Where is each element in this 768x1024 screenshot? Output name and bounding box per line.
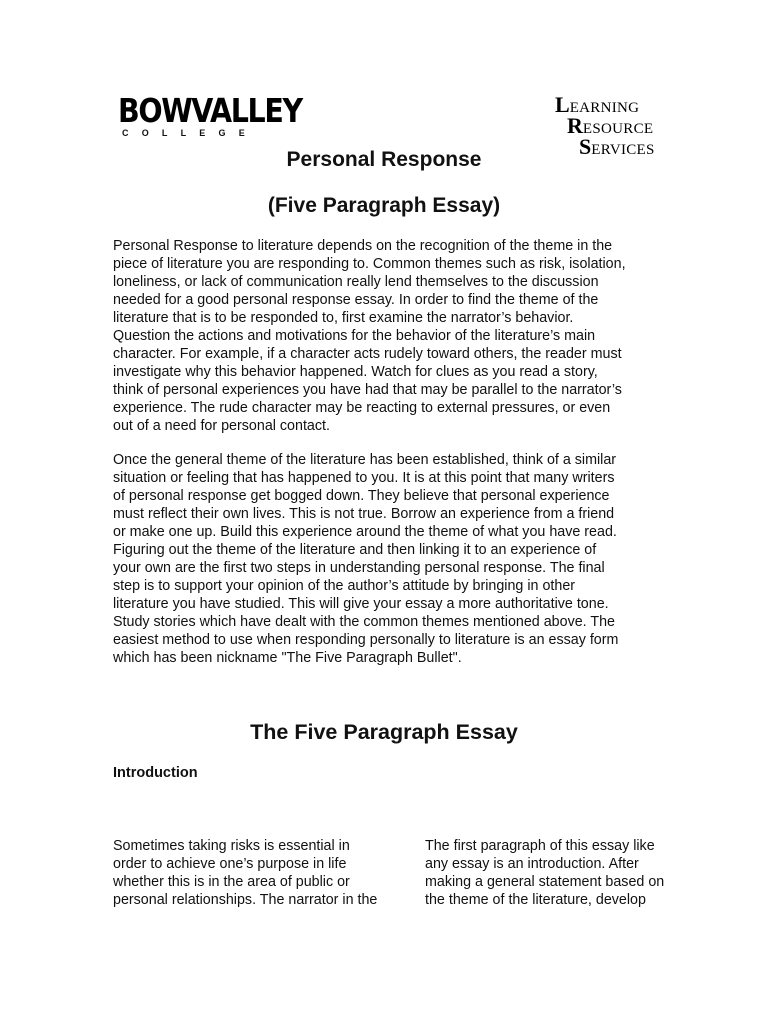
text-line: easiest method to use when responding personally to literature is an essay form [113,632,619,648]
column-right [425,837,725,909]
text-line: The first paragraph of this essay like [425,838,655,854]
text-line: personal relationships. The narrator in the [113,892,378,908]
section-heading: The Five Paragraph Essay [250,720,518,744]
text-line: order to achieve one’s purpose in life [113,856,347,872]
bow-valley-college-logo [118,92,302,138]
lrs-word: EARNING [569,100,640,116]
text-line: Question the actions and motivations for the behavior of the literature’s main [113,328,596,344]
text-line: Sometimes taking risks is essential in [113,838,350,854]
text-line: Figuring out the theme of the literature and then linking it to an experience of [113,542,597,558]
text-line: experience. The rude character may be reacting to external pressures, or even [113,400,611,416]
text-line: literature that is to be responded to, first examine the narrator’s behavior. [113,310,574,326]
paragraph-intro [113,237,658,435]
text-line: your own are the first two steps in understanding personal response. The final [113,560,605,576]
lrs-initial: L [555,92,570,117]
text-line: making a general statement based on [425,874,665,890]
text-line: literature you have studied. This will give your essay a more authoritative tone. [113,596,609,612]
lrs-word: ESOURCE [582,121,654,137]
text-line: character. For example, if a character acts rudely toward others, the reader must [113,346,622,362]
lrs-logo-line [555,113,665,138]
text-line: think of personal experiences you have had that may be parallel to the narrator’s [113,382,622,398]
text-line: step is to support your opinion of the author’s attitude by bringing in other [113,578,576,594]
bvc-logo-subtext: COLLEGE [122,128,258,138]
text-line: must reflect their own lives. This is not true. Borrow an experience from a friend [113,506,615,522]
text-line: Personal Response to literature depends on the recognition of the theme in the [113,238,613,254]
column-left [113,837,413,909]
text-line: which has been nickname "The Five Paragraph Bullet". [113,650,462,666]
text-line: whether this is in the area of public or [113,874,350,890]
lrs-word: ERVICES [591,142,655,158]
text-line: situation or feeling that has happened to you. It is at this point that many writers [113,470,615,486]
text-line: the theme of the literature, develop [425,892,646,908]
text-line: Study stories which have dealt with the common themes mentioned above. The [113,614,615,630]
text-line: of personal response get bogged down. They believe that personal experience [113,488,610,504]
subsection-heading: Introduction [113,765,198,781]
text-line: any essay is an introduction. After [425,856,639,872]
paragraph-theme [113,451,658,667]
text-line: Once the general theme of the literature has been established, think of a similar [113,452,617,468]
text-line: piece of literature you are responding to. Common themes such as risk, isolation, [113,256,626,272]
text-line: loneliness, or lack of communication really lend themselves to the discussion [113,274,599,290]
text-line: or make one up. Build this experience around the theme of what you have read. [113,524,617,540]
lrs-initial: S [579,134,592,159]
text-line: needed for a good personal response essay. In order to find the theme of the [113,292,599,308]
text-line: investigate why this behavior happened. Watch for clues as you read a story, [113,364,598,380]
lrs-initial: R [567,113,583,138]
document-subtitle: (Five Paragraph Essay) [267,194,501,217]
text-line: out of a need for personal contact. [113,418,330,434]
document-title: Personal Response [286,148,482,171]
bvc-logo-wordmark: BOWVALLEY [118,92,302,131]
